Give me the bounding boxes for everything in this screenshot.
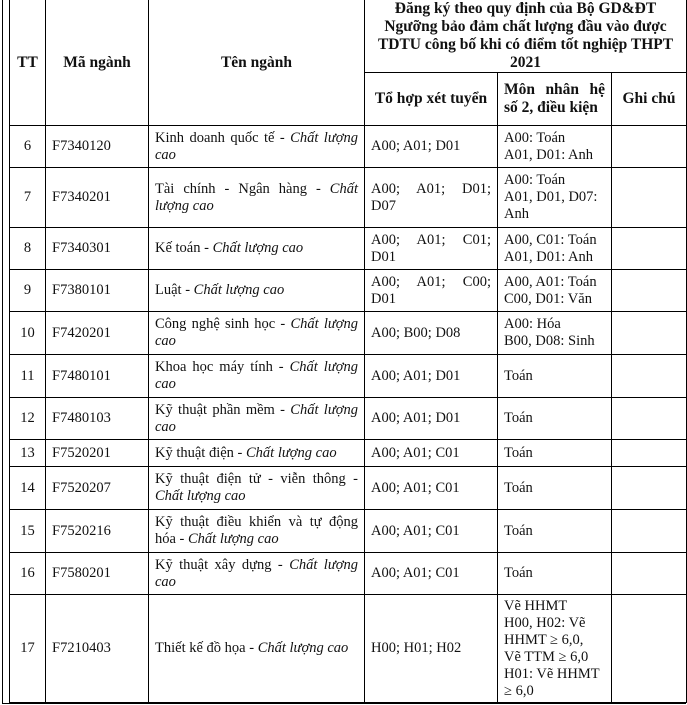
row-code: F7420201: [46, 312, 149, 355]
row-mon-line: A00: Toán: [504, 172, 566, 188]
row-tt: 9: [10, 270, 46, 312]
row-code: F7520216: [46, 510, 149, 553]
row-tt: 10: [10, 312, 46, 355]
row-name-quality: Chất lượng cao: [193, 282, 285, 298]
row-mon-line: C00, D01: Văn: [504, 290, 592, 307]
row-mon-line: H01: Vẽ HHMT ≥ 6,0: [504, 665, 600, 699]
row-name: [149, 168, 365, 228]
row-tt: 13: [10, 440, 46, 467]
table-row: [10, 510, 687, 553]
row-mon-line: A00, C01: Toán: [504, 231, 597, 248]
table-row: [10, 467, 687, 510]
row-note: [612, 312, 687, 355]
row-name-quality: Chất lượng cao: [155, 556, 358, 590]
row-name-main: Khoa học máy tính -: [155, 359, 290, 375]
row-mon-nhan: [498, 228, 612, 270]
row-tt: 7: [10, 168, 46, 228]
row-mon-nhan: [498, 440, 612, 467]
table-row: [10, 440, 687, 467]
row-combo: A00; A01; C01: [365, 467, 498, 510]
row-note: [612, 440, 687, 467]
row-name-main: Kỹ thuật điện tử - viễn thông -: [155, 471, 358, 487]
table-header: [10, 0, 687, 126]
row-tt: 14: [10, 467, 46, 510]
row-name-quality: Chất lượng cao: [155, 359, 358, 392]
row-name-main: Kinh doanh quốc tế -: [155, 129, 291, 146]
row-mon-line: Toán: [504, 565, 533, 581]
row-name-main: Công nghệ sinh học -: [155, 316, 291, 332]
row-code: F7210403: [46, 595, 149, 703]
row-mon-line: Toán: [504, 522, 533, 539]
row-name-main: Kỹ thuật điều khiển và tự động hóa -: [155, 514, 358, 547]
row-name: [149, 440, 365, 467]
row-combo: A00; A01; D01: [365, 398, 498, 440]
row-combo: A00; A01; C00; D01: [365, 270, 498, 312]
row-note: [612, 553, 687, 595]
row-mon-nhan: [498, 553, 612, 595]
row-code: F7480101: [46, 355, 149, 398]
row-mon-line: A00: Hóa: [504, 316, 561, 332]
row-code: F7520207: [46, 467, 149, 510]
row-name-main: Kế toán -: [155, 240, 213, 256]
row-mon-nhan: [498, 595, 612, 703]
row-name: [149, 228, 365, 270]
row-name-quality: Chất lượng cao: [155, 129, 358, 163]
row-name: [149, 467, 365, 510]
header-ma-nganh: Mã ngành: [46, 0, 149, 126]
row-mon-line: A01, D01, D07: Anh: [504, 189, 598, 222]
row-mon-line: Toán: [504, 444, 533, 461]
row-mon-nhan: [498, 270, 612, 312]
row-tt: 16: [10, 553, 46, 595]
table-row: [10, 228, 687, 270]
row-tt: 6: [10, 126, 46, 168]
row-combo: A00; A01; D01: [365, 126, 498, 168]
row-code: F7480103: [46, 398, 149, 440]
row-combo: A00; A01; D01; D07: [365, 168, 498, 228]
row-tt: 15: [10, 510, 46, 553]
row-note: [612, 126, 687, 168]
row-note: [612, 510, 687, 553]
row-name-main: Kỹ thuật điện -: [155, 444, 247, 461]
row-mon-line: A01, D01: Anh: [504, 146, 594, 163]
admission-table: [9, 0, 687, 703]
row-combo: A00; A01; D01: [365, 355, 498, 398]
row-combo: A00; A01; C01: [365, 553, 498, 595]
row-mon-nhan: [498, 355, 612, 398]
header-to-hop: Tổ hợp xét tuyển: [365, 73, 498, 126]
row-name-quality: Chất lượng cao: [188, 531, 279, 547]
outer-border-line: [2, 0, 3, 703]
row-tt: 11: [10, 355, 46, 398]
row-name: [149, 126, 365, 168]
table-row: [10, 553, 687, 595]
header-group-title: Đăng ký theo quy định của Bộ GD&ĐT Ngưỡng bảo đảm chất lượng đầu vào được TDTU công bố khi có điểm tốt nghiệp THPT 2021: [365, 0, 687, 73]
row-tt: 8: [10, 228, 46, 270]
header-tt: TT: [10, 0, 46, 126]
row-combo: A00; A01; C01; D01: [365, 228, 498, 270]
table-row: [10, 168, 687, 228]
row-note: [612, 398, 687, 440]
row-tt: 17: [10, 595, 46, 703]
row-mon-nhan: [498, 126, 612, 168]
table-row: [10, 270, 687, 312]
row-name-main: Kỹ thuật phần mềm -: [155, 401, 291, 418]
row-tt: 12: [10, 398, 46, 440]
row-code: F7520201: [46, 440, 149, 467]
row-name: [149, 270, 365, 312]
table-row: [10, 398, 687, 440]
row-mon-line: A00, A01: Toán: [504, 273, 597, 290]
row-mon-line: A00: Toán: [504, 129, 566, 146]
row-mon-line: Toán: [504, 410, 533, 426]
row-combo: H00; H01; H02: [365, 595, 498, 703]
table-row: [10, 595, 687, 703]
row-name-quality: Chất lượng cao: [155, 180, 358, 214]
table-body: [10, 126, 687, 703]
header-ghi-chu: Ghi chú: [612, 73, 687, 126]
row-name: [149, 398, 365, 440]
table-row: [10, 355, 687, 398]
row-name: [149, 355, 365, 398]
row-name-quality: Chất lượng cao: [257, 640, 349, 656]
row-name-quality: Chất lượng cao: [155, 401, 358, 435]
row-note: [612, 355, 687, 398]
row-name: [149, 510, 365, 553]
table-row: [10, 126, 687, 168]
row-code: F7340201: [46, 168, 149, 228]
table-row: [10, 312, 687, 355]
row-mon-nhan: [498, 168, 612, 228]
row-mon-nhan: [498, 312, 612, 355]
row-mon-line: Vẽ TTM ≥ 6,0: [504, 648, 589, 665]
row-code: F7340120: [46, 126, 149, 168]
header-mon-nhan: Môn nhân hệ số 2, điều kiện: [498, 73, 612, 126]
row-mon-nhan: [498, 467, 612, 510]
row-mon-line: Toán: [504, 479, 533, 496]
row-name-main: Tài chính - Ngân hàng -: [155, 180, 330, 197]
row-combo: A00; A01; C01: [365, 510, 498, 553]
row-name-main: Thiết kế đồ họa -: [155, 640, 258, 656]
row-mon-line: B00, D08: Sinh: [504, 333, 595, 349]
row-name-quality: Chất lượng cao: [155, 488, 246, 504]
row-note: [612, 270, 687, 312]
row-name-quality: Chất lượng cao: [155, 316, 358, 349]
row-name: [149, 595, 365, 703]
row-code: F7380101: [46, 270, 149, 312]
bottom-border-line: [2, 703, 686, 704]
row-code: F7340301: [46, 228, 149, 270]
row-name-main: Kỹ thuật xây dựng -: [155, 556, 290, 573]
row-note: [612, 595, 687, 703]
row-combo: A00; A01; C01: [365, 440, 498, 467]
row-mon-line: Toán: [504, 367, 533, 384]
row-mon-line: Vẽ HHMT: [504, 597, 568, 614]
row-name-main: Luật -: [155, 282, 194, 298]
row-note: [612, 467, 687, 510]
row-note: [612, 168, 687, 228]
row-note: [612, 228, 687, 270]
row-name-quality: Chất lượng cao: [212, 240, 304, 256]
header-ten-nganh: Tên ngành: [149, 0, 365, 126]
row-mon-line: A01, D01: Anh: [504, 248, 594, 265]
row-mon-line: H00, H02: Vẽ HHMT ≥ 6,0,: [504, 614, 586, 648]
row-mon-nhan: [498, 398, 612, 440]
row-combo: A00; B00; D08: [365, 312, 498, 355]
row-mon-nhan: [498, 510, 612, 553]
row-name-quality: Chất lượng cao: [246, 444, 337, 461]
row-name: [149, 312, 365, 355]
row-code: F7580201: [46, 553, 149, 595]
row-name: [149, 553, 365, 595]
